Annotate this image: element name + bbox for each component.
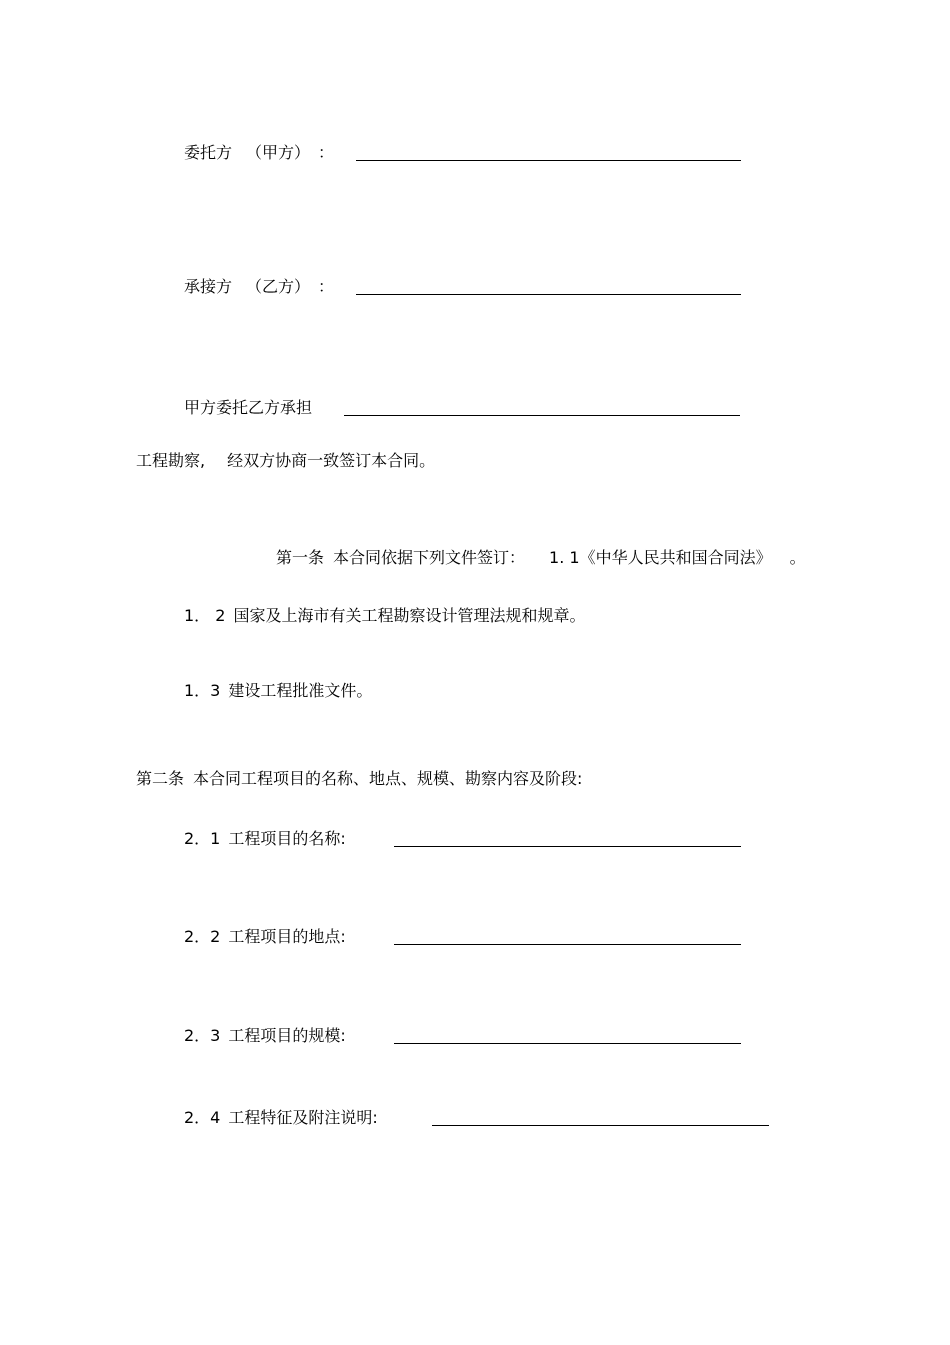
item-number: 2．1 <box>184 829 221 848</box>
item-label: 工程特征及附注说明: <box>228 1108 378 1127</box>
article1-item1-num: 1. 1 <box>549 548 580 567</box>
article2-item-scale <box>184 1026 346 1046</box>
item-label: 工程项目的名称: <box>228 829 346 848</box>
entrust-blank[interactable] <box>344 415 740 416</box>
article2-item-features <box>184 1108 378 1128</box>
party-a-line <box>184 143 334 163</box>
article1-item2 <box>184 606 585 626</box>
article1-title: 第一条 <box>276 548 325 567</box>
article2-text: 本合同工程项目的名称、地点、规模、勘察内容及阶段: <box>193 769 583 788</box>
article1-item2-text: 国家及上海市有关工程勘察设计管理法规和规章。 <box>233 606 586 625</box>
article1-item3 <box>184 681 372 701</box>
party-b-blank[interactable] <box>356 294 741 295</box>
article1-item2-num: 1． 2 <box>184 606 226 625</box>
entrust-tail-b: 经双方协商一致签订本合同。 <box>227 451 436 470</box>
project-features-blank[interactable] <box>432 1125 769 1126</box>
item-number: 2．3 <box>184 1026 221 1045</box>
party-b-colon: ： <box>318 277 335 296</box>
article2-heading <box>136 769 582 789</box>
entrust-tail <box>136 451 435 471</box>
article2-item-location <box>184 927 346 947</box>
item-label: 工程项目的规模: <box>228 1026 346 1045</box>
article2-item-name <box>184 829 346 849</box>
party-a-blank[interactable] <box>356 160 741 161</box>
entrust-lead: 甲方委托乙方承担 <box>184 398 313 417</box>
item-number: 2．2 <box>184 927 221 946</box>
party-b-role: （乙方） <box>246 277 311 296</box>
party-a-label: 委托方 <box>184 143 233 162</box>
entrust-tail-a: 工程勘察, <box>136 451 206 470</box>
article1-item3-text: 建设工程批准文件。 <box>228 681 373 700</box>
article1-item3-num: 1．3 <box>184 681 221 700</box>
article1-text: 本合同依据下列文件签订： <box>333 548 526 567</box>
project-scale-blank[interactable] <box>394 1043 741 1044</box>
party-b-label: 承接方 <box>184 277 233 296</box>
item-label: 工程项目的地点: <box>228 927 346 946</box>
party-a-role: （甲方） <box>246 143 311 162</box>
item-number: 2．4 <box>184 1108 221 1127</box>
article1-item1-text: 《中华人民共和国合同法》 <box>579 548 772 567</box>
project-name-blank[interactable] <box>394 846 741 847</box>
project-location-blank[interactable] <box>394 944 741 945</box>
article1-heading <box>276 548 806 568</box>
party-b-line <box>184 277 334 297</box>
party-a-colon: ： <box>318 143 335 162</box>
article1-item1-end: 。 <box>789 548 806 567</box>
article2-title: 第二条 <box>136 769 185 788</box>
